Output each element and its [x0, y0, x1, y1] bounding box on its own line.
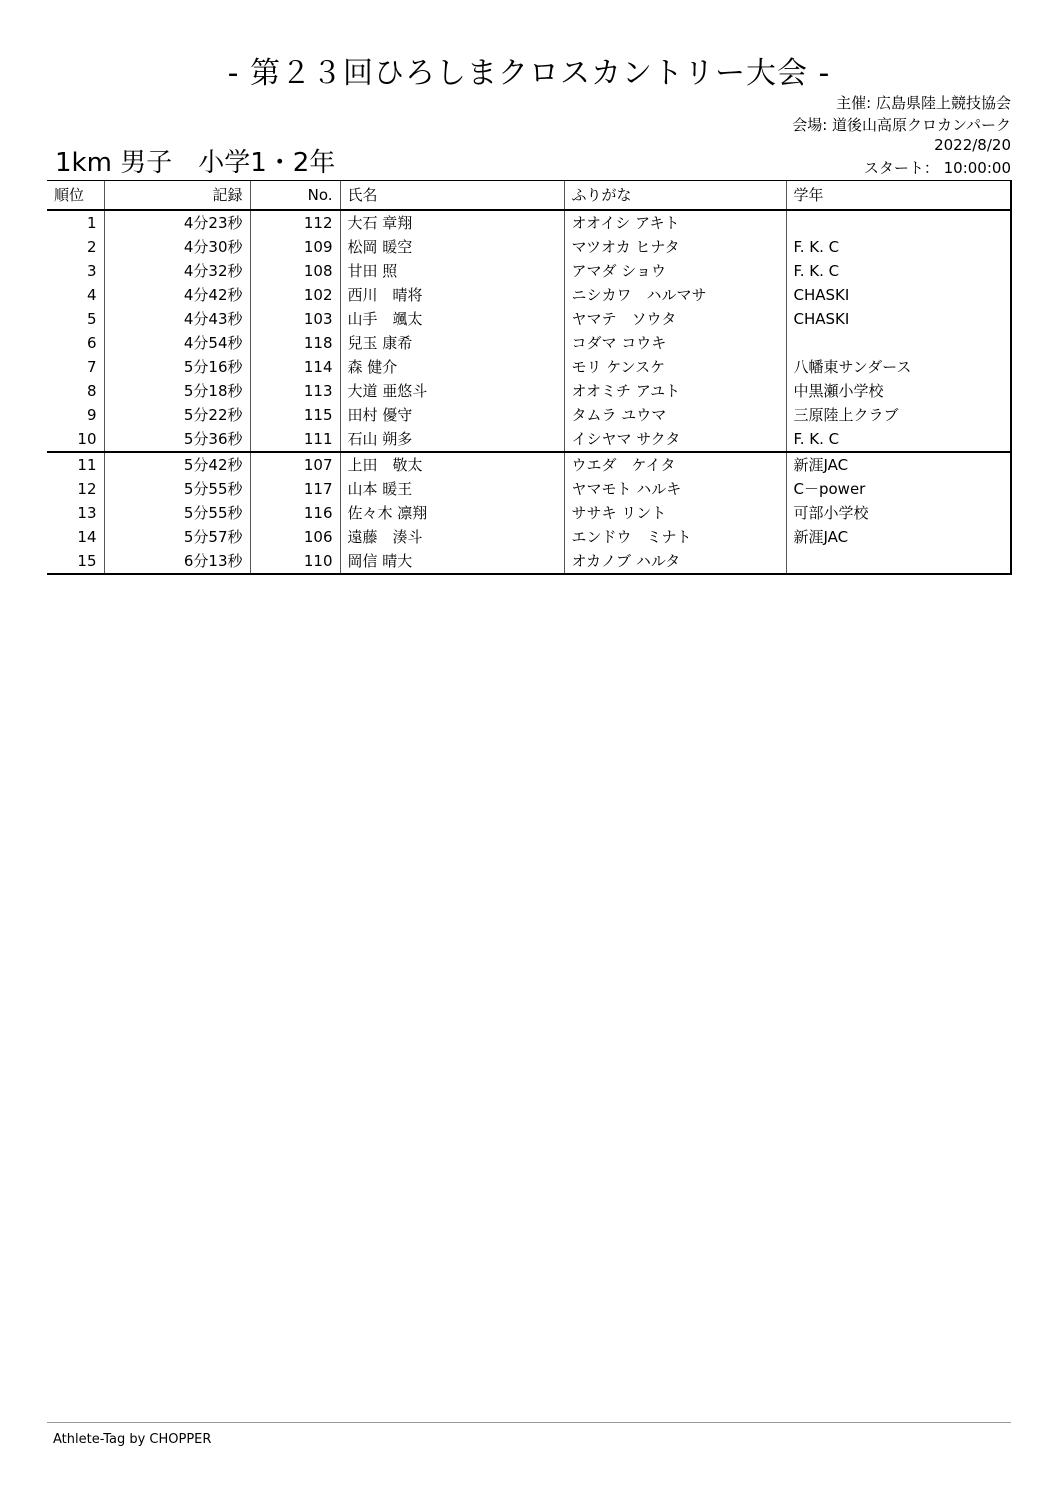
grade-cell: F. K. C [786, 427, 1011, 452]
rank-cell: 2 [86, 237, 97, 256]
header-record: 記録 [104, 181, 250, 211]
header-rank: 順位 [47, 181, 104, 211]
name-cell: 佐々木 凛翔 [340, 501, 564, 525]
furigana-cell: エンドウ ミナト [564, 525, 786, 549]
furigana-cell: ヤマモト ハルキ [564, 477, 786, 501]
grade-cell: C－power [786, 477, 1011, 501]
bib-number-cell: 115 [250, 403, 340, 427]
rank-cell: 12 [77, 479, 97, 498]
grade-cell: 三原陸上クラブ [786, 403, 1011, 427]
record-cell: 6分13秒 [104, 549, 250, 574]
record-cell: 5分42秒 [104, 452, 250, 477]
record-cell: 4分42秒 [104, 283, 250, 307]
grade-cell [786, 331, 1011, 355]
grade-cell: 中黒瀬小学校 [786, 379, 1011, 403]
bib-number-cell: 117 [250, 477, 340, 501]
rank-cell: 6 [86, 333, 97, 352]
record-cell: 5分16秒 [104, 355, 250, 379]
rank-cell: 14 [77, 527, 97, 546]
table-row [47, 235, 1011, 259]
bib-number-cell: 109 [250, 235, 340, 259]
organizer: 主催: 広島県陸上競技協会 [836, 94, 1011, 112]
furigana-cell: タムラ ユウマ [564, 403, 786, 427]
record-cell: 4分43秒 [104, 307, 250, 331]
rank-cell: 10 [47, 427, 104, 452]
footer-divider [47, 1422, 1011, 1423]
record-cell: 5分18秒 [104, 379, 250, 403]
name-cell: 田村 優守 [340, 403, 564, 427]
grade-cell: F. K. C [786, 235, 1011, 259]
name-cell: 兒玉 康希 [340, 331, 564, 355]
furigana-cell: ウエダ ケイタ [564, 452, 786, 477]
furigana-cell: マツオカ ヒナタ [564, 235, 786, 259]
bib-number-cell: 110 [250, 549, 340, 574]
furigana-cell: ニシカワ ハルマサ [564, 283, 786, 307]
table-row [47, 549, 1011, 574]
bib-number-cell: 114 [250, 355, 340, 379]
furigana-cell: アマダ ショウ [564, 259, 786, 283]
name-cell: 大石 章翔 [340, 210, 564, 235]
furigana-cell: イシヤマ サクタ [564, 427, 786, 452]
record-cell: 5分36秒 [104, 427, 250, 452]
table-row [47, 210, 1011, 235]
race-category: 1km 男子 小学1・2年 [55, 148, 336, 178]
header-grade: 学年 [786, 181, 1011, 211]
table-row [47, 403, 1011, 427]
name-cell: 森 健介 [340, 355, 564, 379]
rank-cell: 7 [86, 357, 97, 376]
grade-cell [786, 210, 1011, 235]
furigana-cell: モリ ケンスケ [564, 355, 786, 379]
bib-number-cell: 106 [250, 525, 340, 549]
name-cell: 山手 颯太 [340, 307, 564, 331]
bib-number-cell: 112 [250, 210, 340, 235]
table-row [47, 427, 1011, 452]
header-number: No. [250, 181, 340, 211]
record-cell: 4分32秒 [104, 259, 250, 283]
start-time: スタート： 10:00:00 [863, 159, 1011, 177]
name-cell: 甘田 照 [340, 259, 564, 283]
rank-cell: 13 [77, 503, 97, 522]
name-cell: 山本 暖王 [340, 477, 564, 501]
bib-number-cell: 116 [250, 501, 340, 525]
grade-cell: 八幡東サンダース [786, 355, 1011, 379]
table-row [47, 525, 1011, 549]
name-cell: 遠藤 湊斗 [340, 525, 564, 549]
name-cell: 西川 晴将 [340, 283, 564, 307]
results-body [47, 210, 1011, 574]
grade-cell: CHASKI [786, 283, 1011, 307]
footer-credit: Athlete-Tag by CHOPPER [53, 1432, 212, 1447]
event-title: - 第２３回ひろしまクロスカントリー大会 - [227, 56, 831, 91]
rank-cell: 11 [77, 455, 97, 474]
grade-cell [786, 549, 1011, 574]
table-row [47, 307, 1011, 331]
record-cell: 5分55秒 [104, 477, 250, 501]
bib-number-cell: 108 [250, 259, 340, 283]
bib-number-cell: 118 [250, 331, 340, 355]
grade-cell: 可部小学校 [786, 501, 1011, 525]
table-row [47, 501, 1011, 525]
table-row [47, 379, 1011, 403]
record-cell: 4分54秒 [104, 331, 250, 355]
rank-cell: 9 [86, 405, 97, 424]
bib-number-cell: 107 [250, 452, 340, 477]
event-date: 2022/8/20 [934, 136, 1011, 154]
venue: 会場: 道後山高原クロカンパーク [792, 116, 1011, 134]
grade-cell: 新涯JAC [786, 452, 1011, 477]
furigana-cell: コダマ コウキ [564, 331, 786, 355]
furigana-cell: ヤマテ ソウタ [564, 307, 786, 331]
furigana-cell: オオイシ アキト [564, 210, 786, 235]
table-header-row [47, 181, 1011, 211]
bib-number-cell: 113 [250, 379, 340, 403]
bib-number-cell: 103 [250, 307, 340, 331]
grade-cell: CHASKI [786, 307, 1011, 331]
record-cell: 5分22秒 [104, 403, 250, 427]
table-row [47, 355, 1011, 379]
name-cell: 石山 朔多 [340, 427, 564, 452]
rank-cell: 3 [86, 261, 97, 280]
table-row [47, 477, 1011, 501]
header-furigana: ふりがな [564, 181, 786, 211]
rank-cell: 8 [86, 381, 97, 400]
grade-cell: F. K. C [786, 259, 1011, 283]
record-cell: 5分57秒 [104, 525, 250, 549]
grade-cell: 新涯JAC [786, 525, 1011, 549]
furigana-cell: オカノブ ハルタ [564, 549, 786, 574]
rank-cell: 5 [86, 309, 97, 328]
results-table [47, 180, 1012, 575]
rank-cell: 4 [86, 285, 97, 304]
table-row [47, 452, 1011, 477]
rank-cell: 1 [86, 213, 97, 232]
table-row [47, 283, 1011, 307]
table-row [47, 331, 1011, 355]
bib-number-cell: 102 [250, 283, 340, 307]
record-cell: 5分55秒 [104, 501, 250, 525]
name-cell: 岡信 晴大 [340, 549, 564, 574]
furigana-cell: ササキ リント [564, 501, 786, 525]
rank-cell: 15 [47, 549, 104, 574]
bib-number-cell: 111 [250, 427, 340, 452]
furigana-cell: オオミチ アユト [564, 379, 786, 403]
table-row [47, 259, 1011, 283]
name-cell: 大道 亜悠斗 [340, 379, 564, 403]
record-cell: 4分23秒 [104, 210, 250, 235]
record-cell: 4分30秒 [104, 235, 250, 259]
name-cell: 上田 敬太 [340, 452, 564, 477]
name-cell: 松岡 暖空 [340, 235, 564, 259]
header-name: 氏名 [340, 181, 564, 211]
